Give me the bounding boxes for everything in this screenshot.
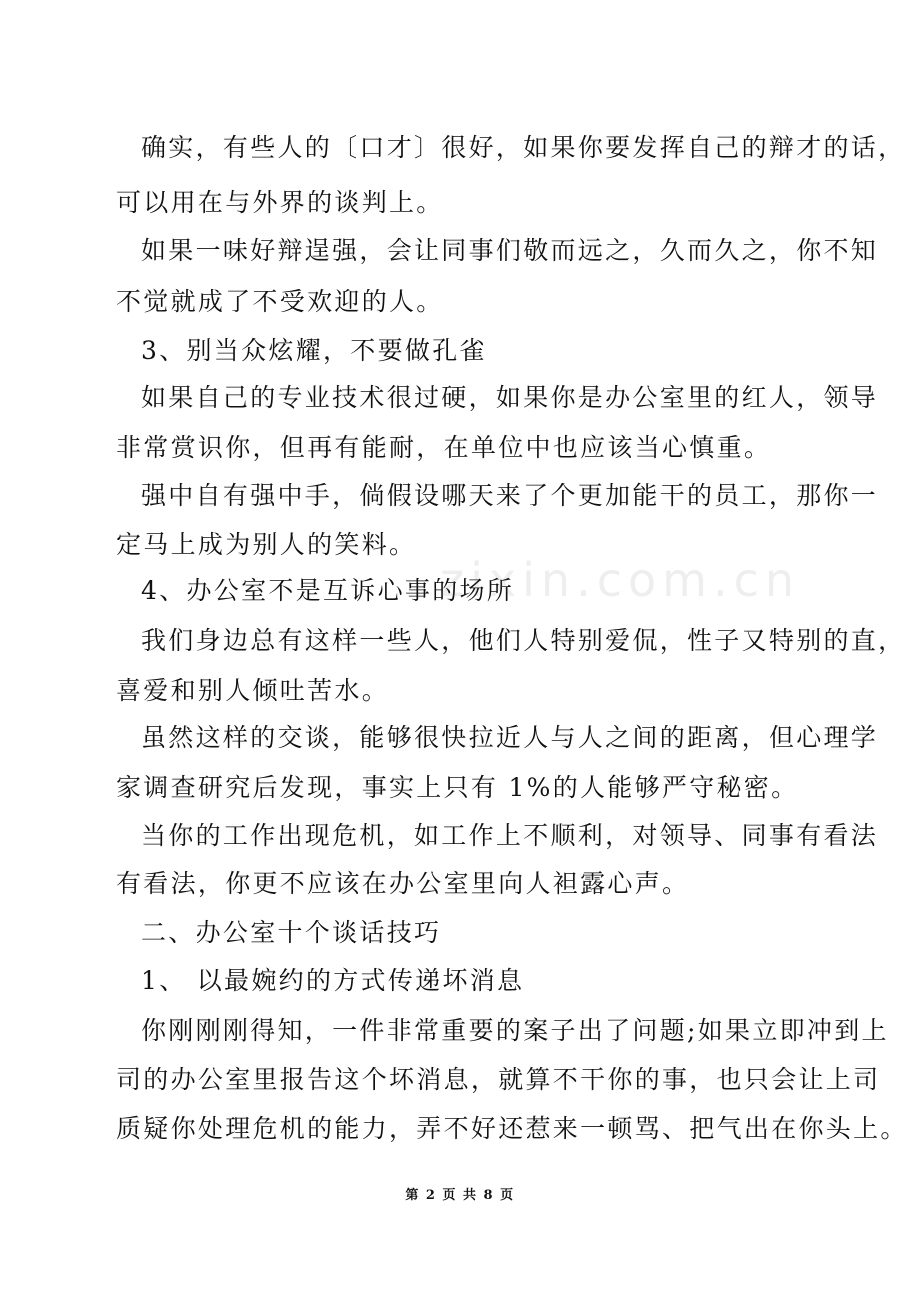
- text-line: 确实，有些人的〔口才〕很好，如果你要发挥自己的辩才的话，: [141, 133, 906, 162]
- text-line: 质疑你处理危机的能力，弄不好还惹来一顿骂、把气出在你头上。: [116, 1114, 908, 1143]
- text-line: 虽然这样的交谈，能够很快拉近人与人之间的距离，但心理学: [141, 723, 879, 752]
- text-line: 喜爱和别人倾吐苦水。: [116, 676, 390, 705]
- text-line: 定马上成为别人的笑料。: [116, 530, 417, 559]
- section-heading: 4、办公室不是互诉心事的场所: [141, 576, 515, 605]
- text-line: 当你的工作出现危机，如工作上不顺利，对领导、同事有看法: [141, 821, 879, 850]
- text-line: 家调查研究后发现，事实上只有 1%的人能够严守秘密。: [116, 773, 799, 802]
- text-line: 如果自己的专业技术很过硬，如果你是办公室里的红人，领导: [141, 383, 879, 412]
- text-line: 强中自有强中手，倘假设哪天来了个更加能干的员工，那你一: [141, 481, 879, 510]
- section-heading: 1、 以最婉约的方式传递坏消息: [141, 966, 525, 995]
- text-line: 我们身边总有这样一些人，他们人特别爱侃，性子又特别的直，: [141, 626, 906, 655]
- text-line: 可以用在与外界的谈判上。: [116, 188, 444, 217]
- text-line: 司的办公室里报告这个坏消息，就算不干你的事，也只会让上司: [116, 1065, 881, 1094]
- section-heading: 二、办公室十个谈话技巧: [141, 918, 442, 947]
- text-line: 非常赏识你，但再有能耐，在单位中也应该当心慎重。: [116, 433, 772, 462]
- text-line: 不觉就成了不受欢迎的人。: [116, 287, 444, 316]
- page-number-footer: 第 2 页 共 8 页: [405, 1188, 515, 1203]
- text-line: 如果一味好辩逞强，会让同事们敬而远之，久而久之，你不知: [141, 236, 879, 265]
- text-line: 有看法，你更不应该在办公室里向人袒露心声。: [116, 869, 690, 898]
- text-line: 你刚刚刚得知，一件非常重要的案子出了问题;如果立即冲到上: [141, 1016, 889, 1045]
- watermark: zixin.com.cn: [440, 553, 801, 607]
- section-heading: 3、别当众炫耀，不要做孔雀: [141, 336, 487, 365]
